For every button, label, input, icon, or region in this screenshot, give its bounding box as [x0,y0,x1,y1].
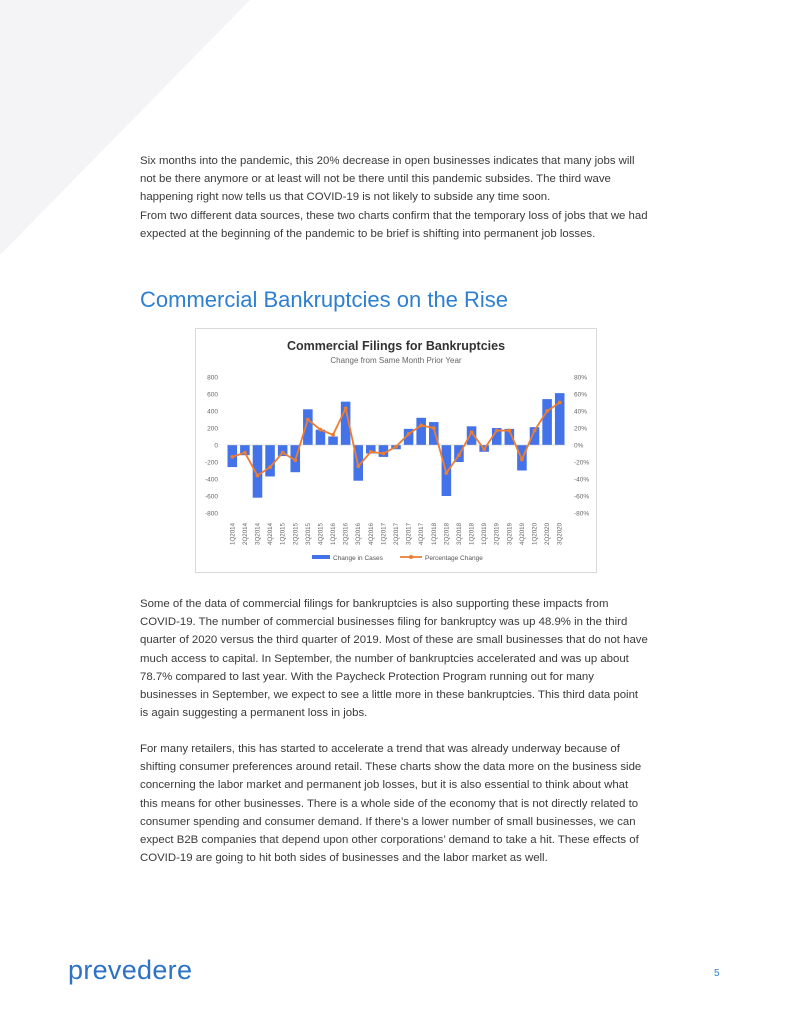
y-right-tick-label: 40% [574,408,588,416]
prevedere-logo: prevedere [68,955,193,985]
y-left-tick-label: -200 [204,459,218,467]
line-point [520,458,524,462]
x-tick-label: 4Q2017 [418,522,426,545]
line-point [394,445,398,449]
x-tick-label: 3Q2019 [506,522,514,545]
line-point [457,453,461,457]
y-left-tick-label: 0 [214,442,218,450]
bar [265,445,275,476]
line-point [545,409,549,413]
x-tick-label: 2Q2014 [241,522,249,545]
y-right-tick-label: -60% [574,493,590,501]
y-right-tick-label: -80% [574,510,590,518]
page-number: 5 [714,968,720,979]
bar [542,399,552,445]
legend-swatch-marker [409,555,413,559]
chart-title: Commercial Filings for Bankruptcies [286,339,506,353]
section-heading: Commercial Bankruptcies on the Rise [140,287,509,312]
intro-paragraph [140,152,648,243]
line-point [507,429,511,433]
line-point [444,471,448,475]
x-tick-label: 1Q2014 [229,522,237,545]
x-tick-label: 2Q2019 [493,522,501,545]
y-right-tick-label: 80% [574,374,588,382]
x-tick-label: 1Q2018 [468,522,476,545]
x-tick-label: 2Q2018 [443,522,451,545]
line-point [482,447,486,451]
line-point [306,418,310,422]
x-tick-label: 4Q2015 [317,522,325,545]
line-point [495,429,499,433]
chart-svg [196,329,596,572]
x-tick-label: 3Q2016 [355,522,363,545]
chart-subtitle: Change from Same Month Prior Year [330,356,462,365]
x-tick-label: 4Q2016 [367,522,375,545]
y-right-tick-label: 60% [574,391,588,399]
line-point [369,450,373,454]
x-tick-label: 4Q2019 [518,522,526,545]
paragraph-retail-trend: For many retailers, this has started to accelerate a trend that was already underway because of shifting consumer preferences around retail. These charts show the data more on the business side concerning the labor market and permanent job losses, but it is also essential to think about what this means for other businesses. There is a whole side of the economy that is not directly related to consumer spending and consumer demand. If there’s a lower number of small businesses, we can expect B2B companies that depend upon other corporations’ demand to take a hit. These effects of COVID-19 are going to hit both sides of businesses and the labor market as well. [140,743,642,865]
line-point [432,426,436,430]
line-point [256,474,260,478]
line-point [319,428,323,432]
bar [328,437,338,446]
legend-swatch-bars [312,555,330,559]
x-tick-label: 2Q2020 [544,522,552,545]
x-tick-label: 4Q2014 [267,522,275,545]
line-point [533,429,537,433]
y-left-tick-label: -600 [204,493,218,501]
line-point [293,458,297,462]
line-point [230,455,234,459]
y-right-tick-label: -40% [574,476,590,484]
legend-label-bars: Change in Cases [333,555,383,562]
intro-text-1: Six months into the pandemic, this 20% decrease in open businesses indicates that many jobs will not be there anymore or at least will not be there until this pandemic subsides. The third wave happening right now tells us that COVID-19 is not likely to subside any time soon. [140,155,635,204]
y-left-tick-label: 600 [207,391,218,399]
y-right-tick-label: 0% [574,442,584,450]
x-tick-label: 3Q2015 [304,522,312,545]
x-tick-label: 2Q2017 [393,522,400,545]
line-point [558,401,562,405]
x-tick-label: 3Q2017 [405,522,413,545]
line-point [268,465,272,469]
line-point [356,464,360,468]
x-tick-label: 1Q2017 [380,522,388,545]
bar [303,409,313,445]
x-tick-label: 3Q2014 [254,522,262,545]
x-tick-label: 1Q2018 [430,522,438,545]
y-left-tick-label: 200 [207,425,218,433]
x-tick-label: 2Q2016 [342,522,350,545]
paragraph-bankruptcy-data: Some of the data of commercial filings for bankruptcies is also supporting these impacts from COVID-19. The number of commercial businesses filing for bankruptcy was up 48.9% in the third quarter of 2020 versus the third quarter of 2019. Most of these are small businesses that do not have much access to capital. In September, the number of bankruptcies accelerated and was up about 78.7% compared to last year. With the Paycheck Protection Program running out for many businesses in September, we expect to see a little more in these bankruptcies. This third data point is again suggesting a permanent loss in jobs. [140,598,648,720]
y-left-tick-label: 800 [207,374,218,382]
line-point [382,452,386,456]
line-point [419,424,423,428]
x-tick-label: 1Q2016 [330,522,338,545]
line-point [281,451,285,455]
y-left-tick-label: -400 [204,476,218,484]
line-point [407,432,411,436]
x-tick-label: 1Q2020 [531,522,539,545]
x-tick-label: 3Q2018 [455,522,463,545]
y-left-tick-label: 400 [207,408,218,416]
y-right-tick-label: -20% [574,459,590,467]
line-point [331,433,335,437]
line-point [470,430,474,434]
x-tick-label: 2Q2015 [292,522,300,545]
line-point [243,451,247,455]
y-left-tick-label: -800 [204,510,218,518]
x-tick-label: 1Q2015 [279,522,287,545]
x-tick-label: 1Q2019 [481,522,489,545]
line-point [344,407,348,411]
y-right-tick-label: 20% [574,425,588,433]
bar [416,418,426,445]
bankruptcy-chart [195,328,597,573]
legend-label-line: Percentage Change [425,555,483,562]
x-tick-label: 3Q2020 [556,522,564,545]
intro-text-2: From two different data sources, these two charts confirm that the temporary loss of jobs that we had expected at the beginning of the pandemic to be brief is shifting into permanent job losses. [140,209,648,240]
